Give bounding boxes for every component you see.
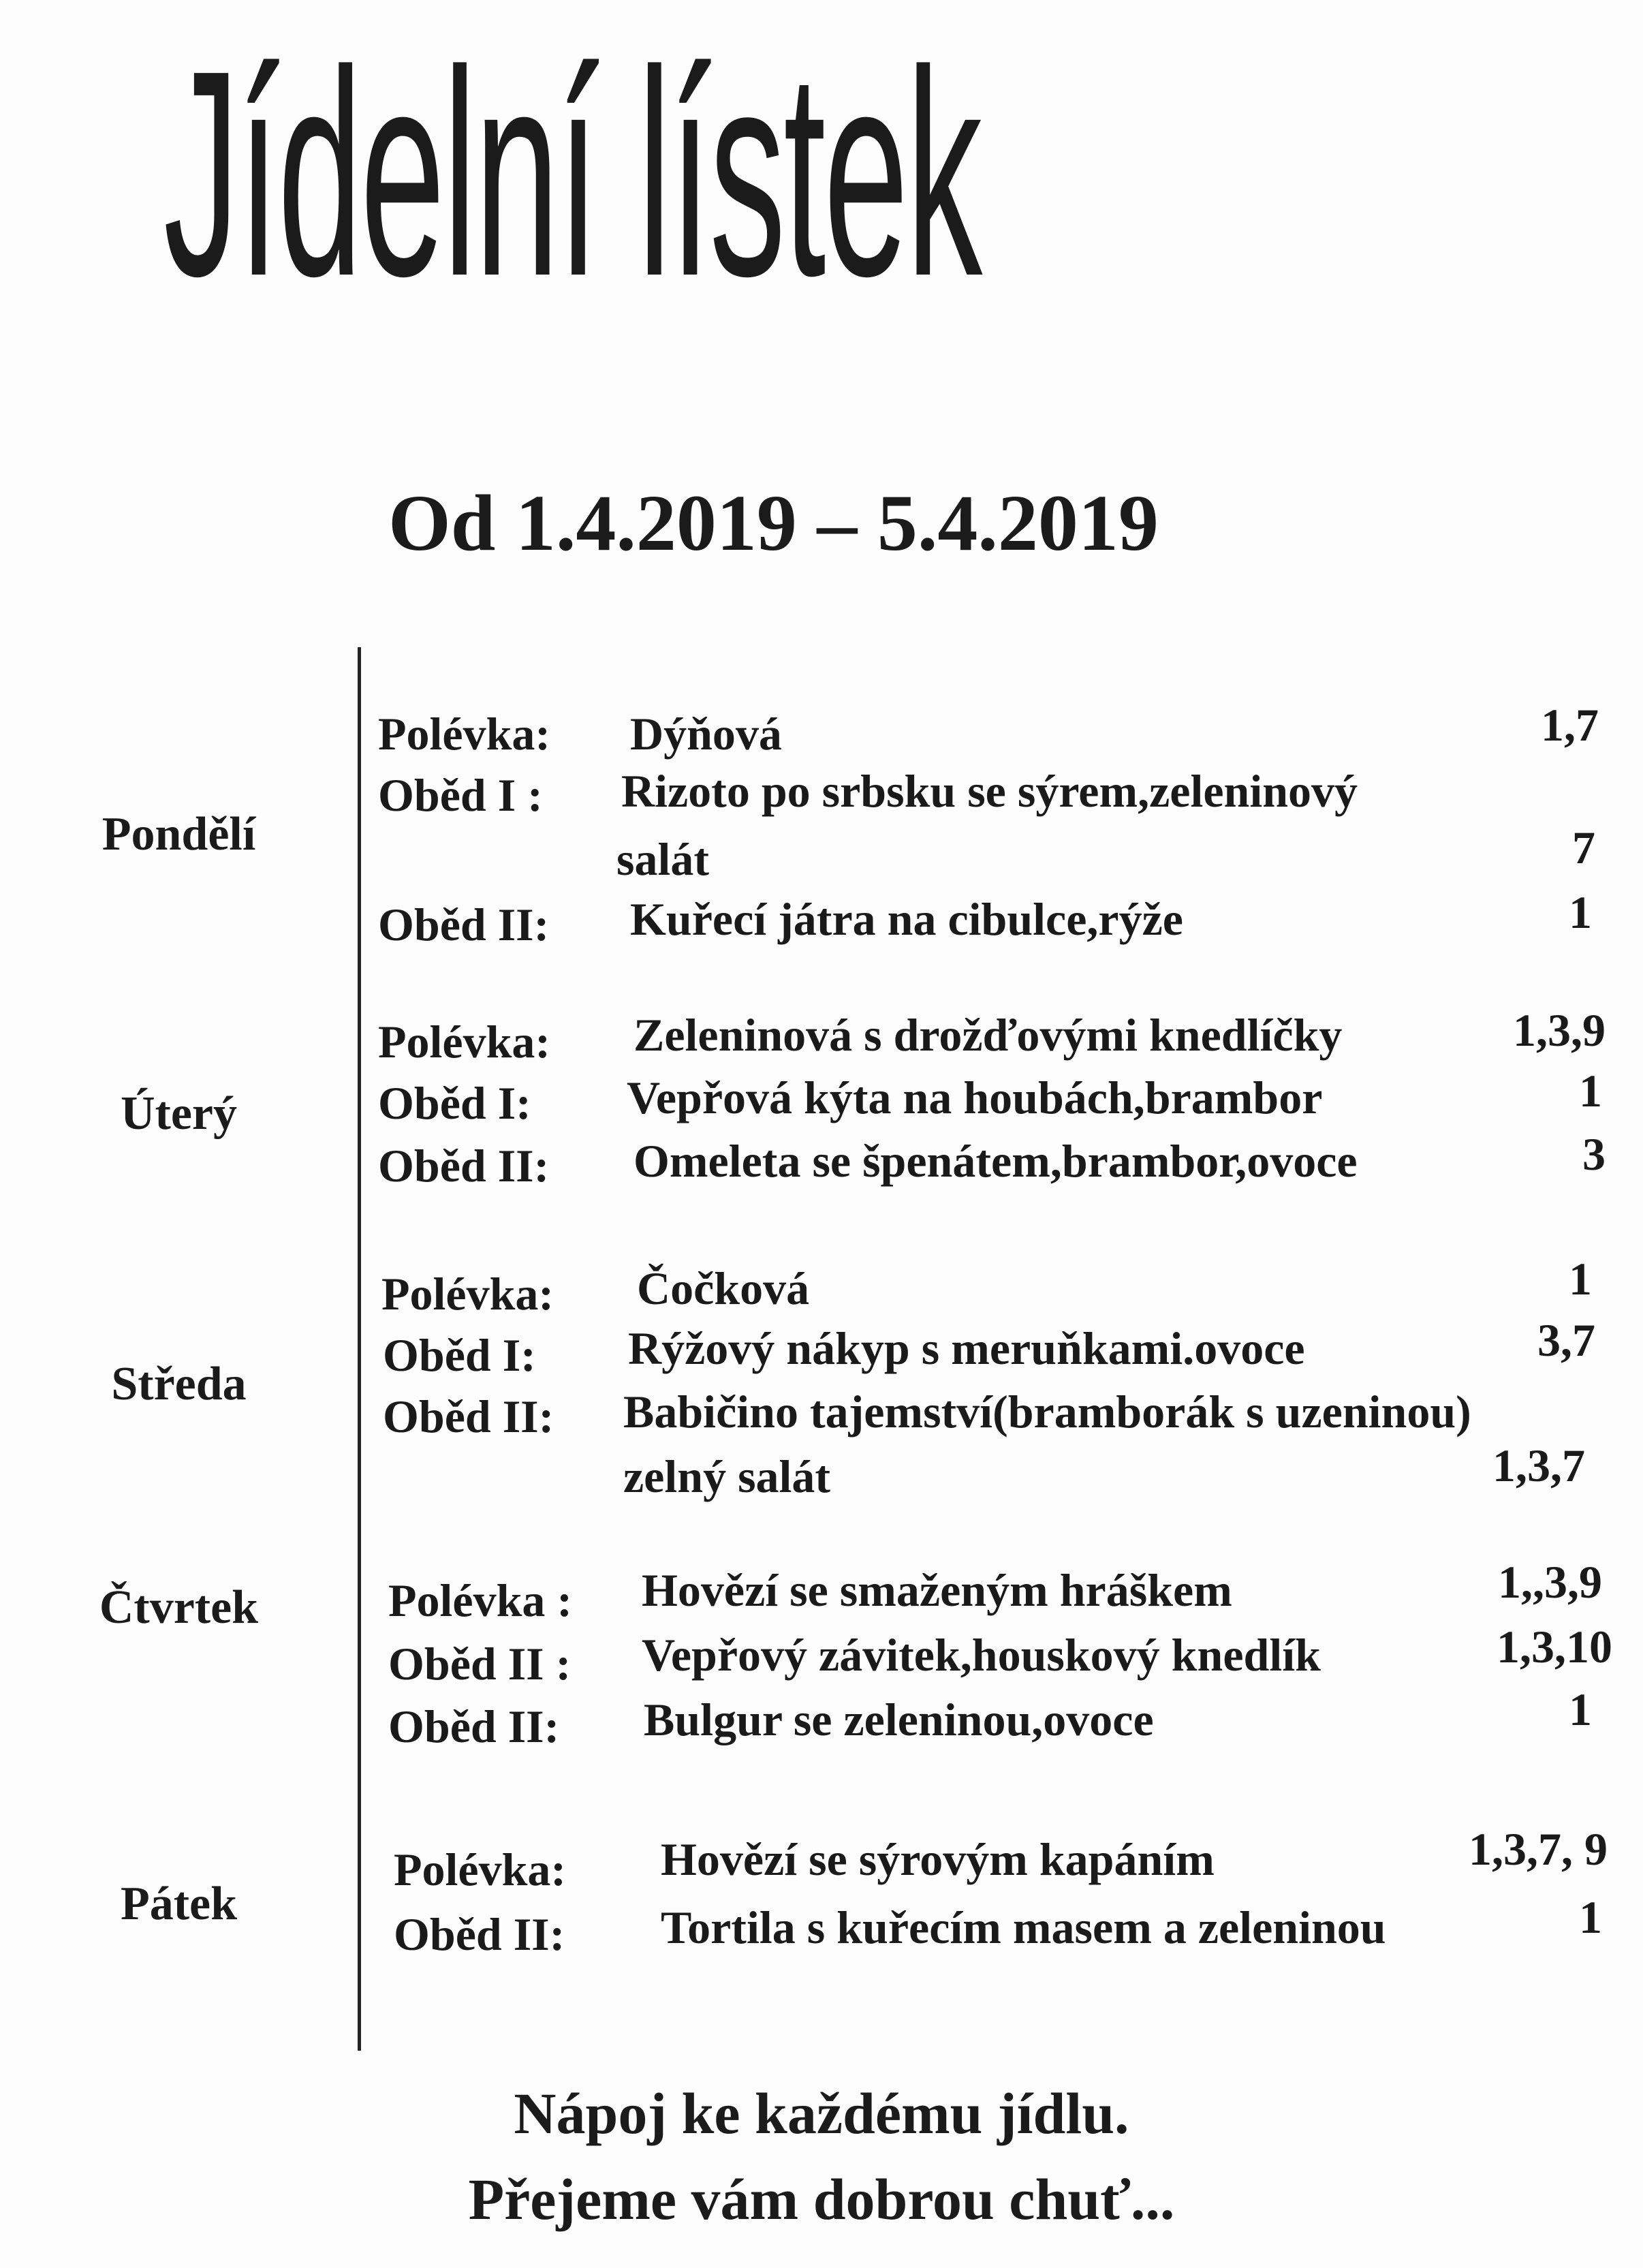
row-dish: Čočková [637, 1262, 810, 1314]
day-friday: Pátek [120, 1878, 238, 1930]
row-label: Oběd II: [378, 899, 550, 950]
row-label: Oběd II: [378, 1140, 550, 1192]
row-dish: Vepřová kýta na houbách,brambor [627, 1072, 1323, 1123]
row-allergens: 3,7 [1537, 1314, 1595, 1366]
date-range: Od 1.4.2019 – 5.4.2019 [388, 478, 1159, 568]
day-tuesday: Úterý [120, 1087, 237, 1140]
row-allergens: 1 [1579, 1065, 1602, 1117]
row-dish: salát [616, 833, 709, 885]
row-label: Oběd II : [388, 1638, 572, 1690]
row-dish: Vepřový závitek,houskový knedlík [642, 1629, 1321, 1681]
row-dish: Tortila s kuřecím masem a zeleninou [661, 1901, 1386, 1953]
row-label: Oběd II: [388, 1700, 560, 1752]
row-allergens: 1,3,9 [1513, 1004, 1606, 1056]
footer-bon-appetit: Přejeme vám dobrou chuť... [468, 2166, 1175, 2232]
row-label: Polévka : [388, 1574, 573, 1626]
row-dish: Dýňová [630, 708, 782, 760]
row-dish: Zeleninová s drožďovými knedlíčky [633, 1009, 1343, 1061]
row-dish: Rýžový nákyp s meruňkami.ovoce [628, 1322, 1305, 1374]
row-dish: Hovězí se smaženým hráškem [642, 1564, 1232, 1616]
row-label: Oběd I: [378, 1077, 531, 1129]
row-dish: Kuřecí játra na cibulce,rýže [630, 893, 1183, 945]
row-allergens: 1 [1569, 1253, 1592, 1305]
row-allergens: 7 [1572, 822, 1595, 873]
row-allergens: 1,3,10 [1497, 1621, 1612, 1673]
day-wednesday: Středa [111, 1358, 247, 1410]
row-label: Polévka: [378, 708, 551, 760]
row-allergens: 1,,3,9 [1498, 1556, 1602, 1608]
row-allergens: 1,3,7, 9 [1469, 1823, 1608, 1875]
row-dish: Hovězí se sýrovým kapáním [661, 1833, 1215, 1885]
row-label: Oběd II: [383, 1391, 554, 1442]
row-allergens: 1 [1579, 1891, 1602, 1943]
row-label: Polévka: [381, 1268, 554, 1320]
row-dish: Babičino tajemství(bramborák s uzeninou) [623, 1386, 1471, 1438]
row-allergens: 1 [1569, 886, 1592, 938]
row-allergens: 1 [1569, 1683, 1592, 1735]
row-dish: Omeleta se špenátem,brambor,ovoce [633, 1135, 1358, 1187]
row-label: Polévka: [394, 1844, 567, 1895]
row-label: Polévka: [378, 1016, 551, 1068]
vertical-divider [358, 647, 361, 2051]
row-allergens: 3 [1582, 1128, 1606, 1180]
row-allergens: 1,3,7 [1492, 1440, 1585, 1491]
footer-drink-note: Nápoj ke každému jídlu. [514, 2081, 1129, 2146]
row-dish: Bulgur se zeleninou,ovoce [644, 1694, 1154, 1745]
row-dish: Rizoto po srbsku se sýrem,zeleninový [621, 765, 1358, 817]
day-monday: Pondělí [101, 808, 256, 860]
row-label: Oběd I : [378, 769, 543, 821]
row-dish: zelný salát [623, 1450, 831, 1502]
row-label: Oběd I: [383, 1329, 536, 1381]
row-allergens: 1,7 [1541, 699, 1599, 751]
day-thursday: Čtvrtek [99, 1581, 259, 1634]
page-title: Jídelní lístek [163, 10, 981, 337]
row-label: Oběd II: [394, 1908, 565, 1960]
